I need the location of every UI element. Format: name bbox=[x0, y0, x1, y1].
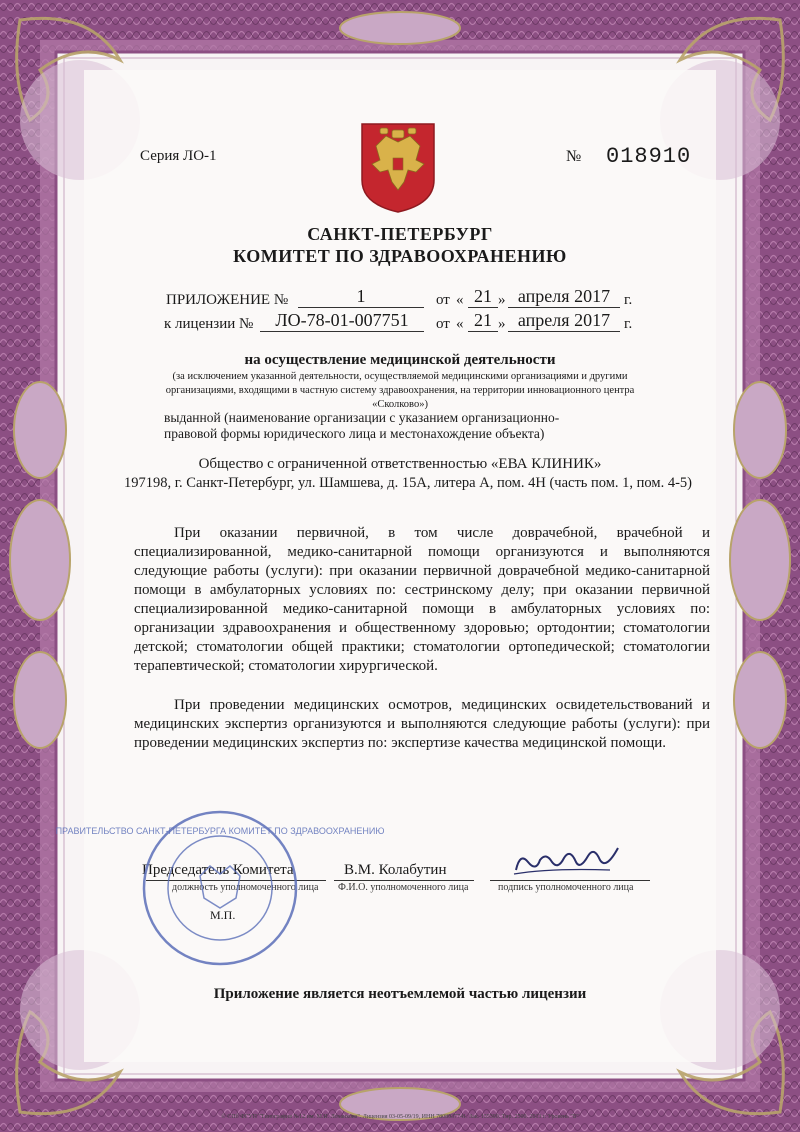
appendix-label: ПРИЛОЖЕНИЕ № bbox=[166, 292, 289, 308]
license-open-quote: « bbox=[456, 316, 464, 332]
city-title: САНКТ-ПЕТЕРБУРГ bbox=[307, 224, 493, 244]
appendix-year-suffix: г. bbox=[624, 292, 633, 308]
caption-position: должность уполномоченного лица bbox=[172, 882, 319, 893]
russian-coat-of-arms-icon bbox=[358, 120, 438, 214]
services-paragraph-2: При проведении медицинских осмотров, медицинских освидетельствований и медицинских экспертиз организуются и выполняются следующие работы (услуги): при проведении медицинских экспертиз по: экспертизе качества медицинской помощи. bbox=[134, 697, 710, 751]
official-seal-stamp bbox=[55, 808, 385, 968]
series-label: Серия ЛО-1 bbox=[140, 148, 217, 164]
appendix-number: 1 bbox=[298, 286, 424, 308]
appendix-year: 2017 bbox=[574, 286, 611, 306]
handwritten-signature bbox=[510, 840, 630, 880]
appendix-day: 21 bbox=[468, 286, 498, 308]
license-month: апреля bbox=[517, 310, 570, 330]
license-day: 21 bbox=[468, 310, 498, 332]
organization-name: Общество с ограниченной ответственностью «ЕВА КЛИНИК» bbox=[198, 456, 602, 472]
license-year-suffix: г. bbox=[624, 316, 633, 332]
license-close-quote: » bbox=[498, 316, 506, 332]
appendix-close-quote: » bbox=[498, 292, 506, 308]
license-from-label: от bbox=[436, 316, 450, 332]
form-number-label: № bbox=[566, 148, 582, 165]
activity-heading: на осуществление медицинской деятельности bbox=[244, 352, 556, 368]
license-number: ЛО-78-01-007751 bbox=[260, 310, 424, 332]
license-month-year bbox=[508, 310, 620, 332]
caption-name: Ф.И.О. уполномоченного лица bbox=[338, 882, 469, 893]
stamp-text: ПРАВИТЕЛЬСТВО САНКТ-ПЕТЕРБУРГА КОМИТЕТ ПО ЗДРАВООХРАНЕНИЮ bbox=[55, 826, 385, 836]
appendix-month-year bbox=[508, 286, 620, 308]
signatory-name: В.М. Колабутин bbox=[344, 862, 447, 878]
issued-line2: правовой формы юридического лица и местонахождение объекта) bbox=[164, 426, 545, 441]
activity-note-line2: организациями, входящими в частную систему здравоохранения, на территории инновационного центра bbox=[165, 385, 635, 396]
signatory-position: Председатель Комитета bbox=[142, 862, 294, 878]
activity-note-line3: «Сколково») bbox=[372, 399, 428, 410]
appendix-open-quote: « bbox=[456, 292, 464, 308]
organization-address: 197198, г. Санкт-Петербург, ул. Шамшева, д. 15А, литера А, пом. 4Н (часть пом. 1, пом. 4-5) bbox=[124, 475, 692, 491]
seal-place-label: М.П. bbox=[210, 908, 236, 922]
services-paragraph-1: При оказании первичной, в том числе доврачебной, врачебной и специализированной, медико-санитарной помощи организуются и выполняются следующие работы (услуги): при оказании первичной доврачебной медико-санитарной помощи в амбулаторных условиях по: сестринскому делу; при оказании первичной специализированной медико-санитарной помощи в амбулаторных условиях по: организации здравоохранения и общественному здоровью; ортодонтии; стоматологии детской; стоматологии общей практики; стоматологии ортопедической; стоматологии терапевтической; стоматологии хирургической. bbox=[134, 525, 710, 674]
issued-line1: выданной (наименование организации с указанием организационно- bbox=[164, 410, 560, 425]
signature-line bbox=[490, 880, 650, 881]
appendix-from-label: от bbox=[436, 292, 450, 308]
activity-note-line1: (за исключением указанной деятельности, осуществляемой медицинскими организациями и другими bbox=[172, 371, 628, 382]
printer-imprint: © СПб ФГУП "Типография №12 им. М.И. Лоханкова". Лицензия 03-05-09/19, ИНН 7808037741. Зак. 155390. Тир. 2500. 2013 г. Уровень "Б" bbox=[221, 1114, 579, 1120]
integral-part-note: Приложение является неотъемлемой частью лицензии bbox=[213, 986, 587, 1002]
committee-title: КОМИТЕТ ПО ЗДРАВООХРАНЕНИЮ bbox=[233, 246, 567, 266]
caption-signature: подпись уполномоченного лица bbox=[498, 882, 634, 893]
form-number-value: 018910 bbox=[606, 144, 692, 169]
name-line bbox=[334, 880, 474, 881]
appendix-month: апреля bbox=[517, 286, 570, 306]
license-label: к лицензии № bbox=[164, 316, 254, 332]
license-year: 2017 bbox=[574, 310, 611, 330]
